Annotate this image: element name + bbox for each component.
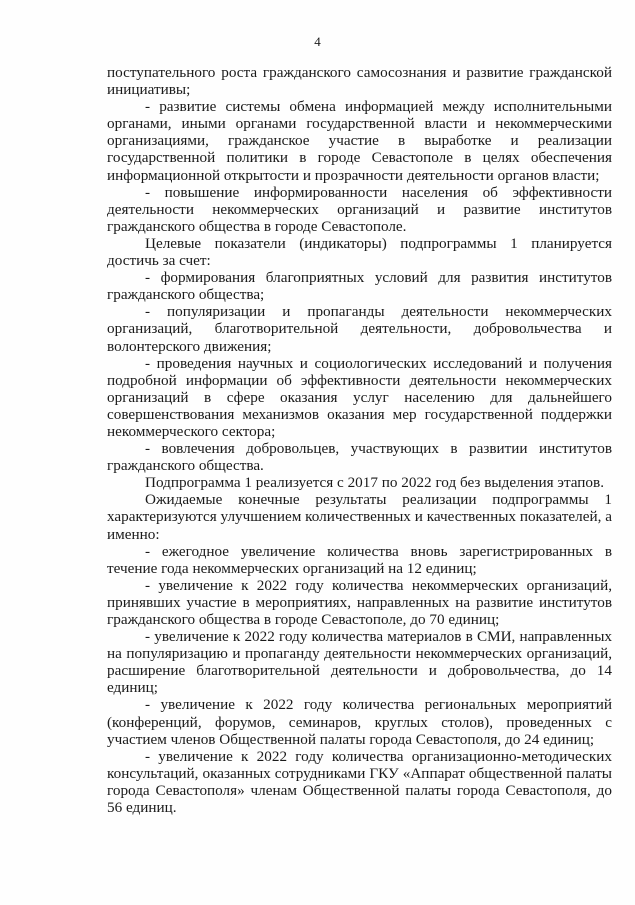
- paragraph: - увеличение к 2022 году количества материалов в СМИ, направленных на популяризацию и пропаганду деятельности некоммерческих организаций, расширение благотворительной деятельности и добровольчества, до 14 единиц;: [107, 628, 612, 697]
- paragraph: поступательного роста гражданского самосознания и развитие гражданской инициативы;: [107, 64, 612, 99]
- paragraph: - популяризации и пропаганды деятельности некоммерческих организаций, благотворительной деятельности, добровольчества и волонтерского движения;: [107, 303, 612, 355]
- paragraph: - увеличение к 2022 году количества организационно-методических консультаций, оказанных сотрудниками ГКУ «Аппарат общественной палаты города Севастополя» членам Общественной палаты города Севастополя, до 56 единиц.: [107, 747, 612, 817]
- paragraph: - ежегодное увеличение количества вновь зарегистрированных в течение года некоммерческих организаций на 12 единиц;: [107, 542, 612, 577]
- paragraph: - проведения научных и социологических исследований и получения подробной информации об эффективности деятельности некоммерческих организаций в сфере оказания услуг населению для дальнейшего совершенствования механизмов оказания мер государственной поддержки некоммерческого сектора;: [107, 354, 612, 440]
- paragraph: - увеличение к 2022 году количества некоммерческих организаций, принявших участие в мероприятиях, направленных на развитие институтов гражданского общества в городе Севастополе, до 70 единиц;: [107, 576, 612, 628]
- paragraph: - развитие системы обмена информацией между исполнительными органами, иными органами государственной власти и некоммерческими организациями, гражданское участие в выработке и реализации государственной политики в городе Севастополе в целях обеспечения информационной открытости и прозрачности деятельности органов власти;: [107, 98, 612, 184]
- paragraph: - увеличение к 2022 году количества региональных мероприятий (конференций, форумов, семинаров, круглых столов), проведенных с участием членов Общественной палаты города Севастополя, до 24 единиц;: [107, 696, 612, 748]
- paragraph: - повышение информированности населения об эффективности деятельности некоммерческих организаций и развитие институтов гражданского общества в городе Севастополе.: [107, 183, 612, 235]
- paragraph: - вовлечения добровольцев, участвующих в развитии институтов гражданского общества.: [107, 440, 612, 475]
- paragraph: Целевые показатели (индикаторы) подпрограммы 1 планируется достичь за счет:: [107, 234, 612, 270]
- paragraph: Подпрограмма 1 реализуется с 2017 по 2022 год без выделения этапов.: [145, 474, 604, 492]
- document-body: [107, 64, 612, 816]
- paragraph: Ожидаемые конечные результаты реализации подпрограммы 1 характеризуются улучшением количественных и качественных показателей, а именно:: [107, 491, 612, 543]
- paragraph: - формирования благоприятных условий для развития институтов гражданского общества;: [107, 269, 612, 304]
- page-number: 4: [314, 34, 321, 49]
